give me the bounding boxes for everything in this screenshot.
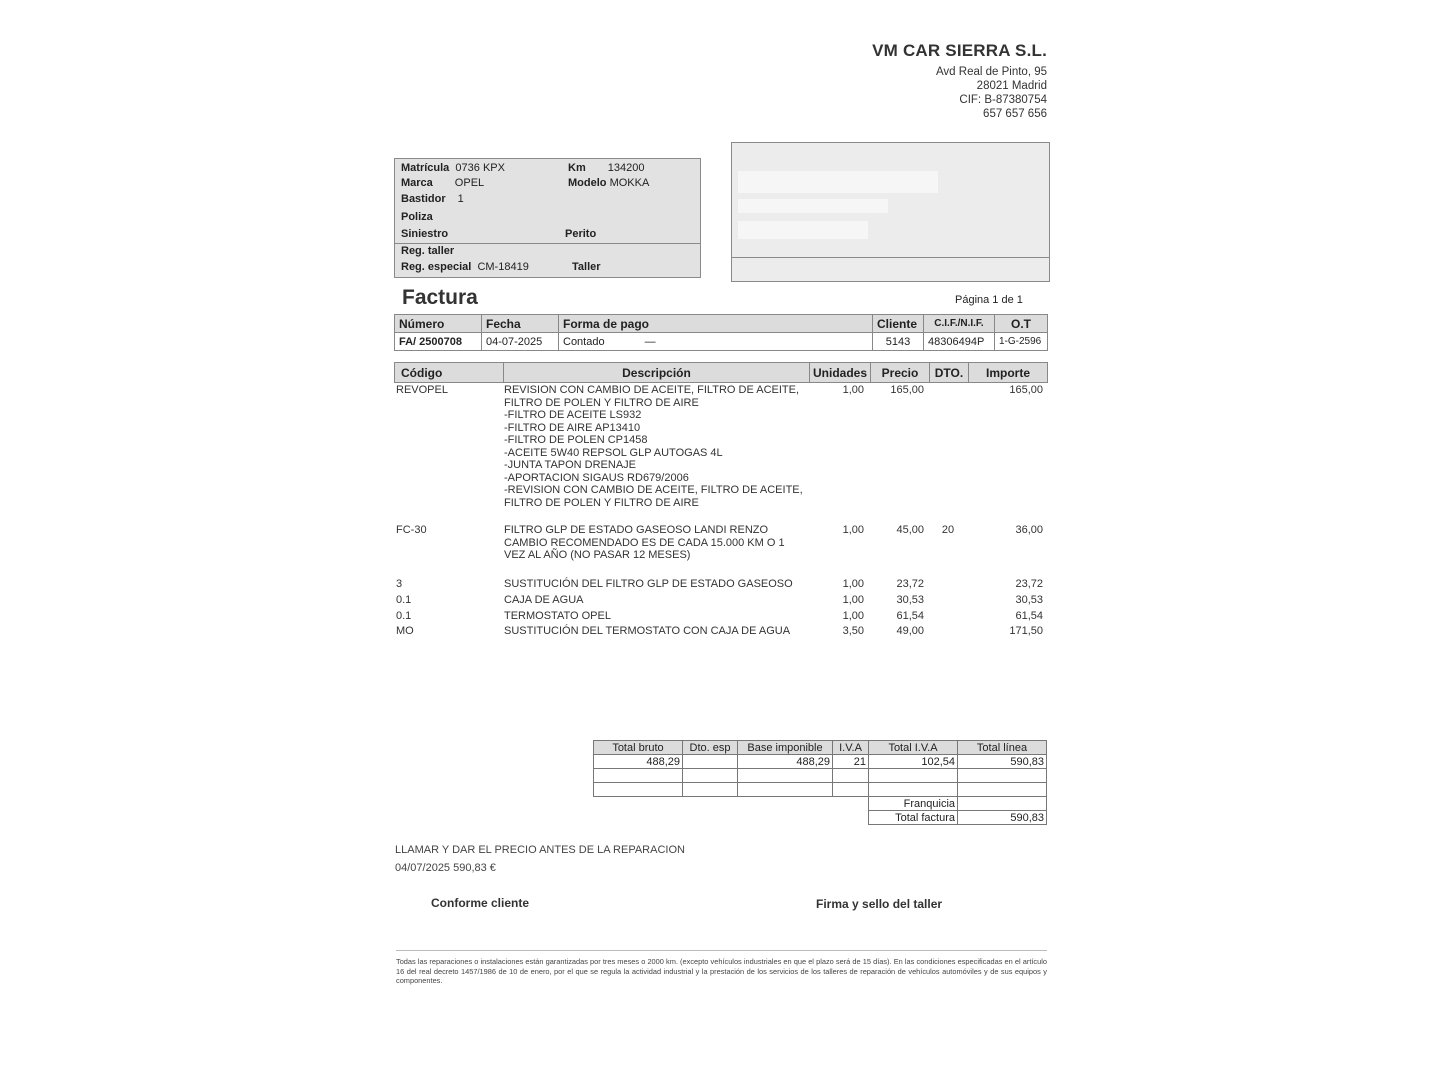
company-block — [872, 41, 1047, 121]
invoice-header-table — [394, 314, 1048, 351]
line-units: 1,00 — [842, 384, 864, 396]
desc-line: -FILTRO DE POLEN CP1458 — [504, 434, 648, 446]
line-description — [504, 578, 804, 591]
line-price: 165,00 — [890, 384, 924, 396]
franquicia-label: Franquicia — [869, 797, 958, 811]
desc-line: -FILTRO DE ACEITE LS932 — [504, 409, 642, 421]
line-units: 1,00 — [842, 594, 864, 606]
forma-pago-extra: — — [644, 335, 656, 348]
col-importe: Importe — [969, 363, 1048, 383]
totals-table — [593, 740, 1047, 825]
client-signature-label: Conforme cliente — [431, 896, 530, 910]
redacted-block — [738, 221, 868, 239]
lines-header — [394, 362, 1048, 383]
desc-line: CAMBIO RECOMENDADO ES DE CADA 15.000 KM O 1 — [504, 536, 785, 549]
poliza-label: Poliza — [401, 211, 433, 223]
line-code: REVOPEL — [396, 384, 448, 396]
desc-line: -REVISION CON CAMBIO DE ACEITE, FILTRO DE ACEITE, — [504, 484, 803, 496]
line-description — [504, 524, 804, 562]
perito-label: Perito — [565, 228, 597, 240]
line-units: 1,00 — [842, 524, 864, 536]
total-linea-label: Total línea — [958, 741, 1047, 755]
marca-label: Marca — [401, 177, 433, 189]
company-city: 28021 Madrid — [976, 80, 1047, 92]
cif-label: C.I.F./N.I.F. — [924, 315, 995, 333]
line-importe: 36,00 — [1015, 524, 1043, 536]
fecha-value: 04-07-2025 — [482, 333, 559, 351]
forma-pago-value: Contado — [563, 335, 605, 348]
col-precio: Precio — [871, 363, 930, 383]
reg-especial-value: CM-18419 — [477, 261, 529, 273]
desc-line: TERMOSTATO OPEL — [504, 610, 611, 622]
modelo-label: Modelo — [568, 177, 607, 189]
desc-line: VEZ AL AÑO (NO PASAR 12 MESES) — [504, 549, 691, 561]
line-importe: 61,54 — [1015, 610, 1043, 622]
total-bruto-label: Total bruto — [594, 741, 683, 755]
marca-value: OPEL — [454, 177, 485, 189]
page-number: Página 1 de 1 — [955, 294, 1023, 306]
col-codigo: Código — [395, 363, 504, 383]
desc-line: -APORTACION SIGAUS RD679/2006 — [504, 471, 689, 484]
ot-value: 1-G-2596 — [995, 333, 1048, 351]
desc-line: CAJA DE AGUA — [504, 594, 584, 606]
document-title: Factura — [402, 286, 478, 309]
matricula-label: Matrícula — [401, 162, 450, 174]
vehicle-divider — [395, 243, 700, 244]
bastidor-value: 1 — [457, 193, 464, 205]
note-call: LLAMAR Y DAR EL PRECIO ANTES DE LA REPARACION — [395, 844, 685, 856]
line-importe: 23,72 — [1015, 578, 1043, 590]
line-importe: 165,00 — [1009, 384, 1043, 396]
note-date-amount: 04/07/2025 590,83 € — [395, 862, 496, 874]
line-price: 61,54 — [896, 610, 924, 622]
total-iva-label: Total I.V.A — [869, 741, 958, 755]
desc-line: -ACEITE 5W40 REPSOL GLP AUTOGAS 4L — [504, 446, 723, 459]
desc-line: -JUNTA TAPON DRENAJE — [504, 459, 637, 471]
redacted-block — [738, 199, 888, 213]
base-imponible-value: 488,29 — [738, 755, 833, 769]
desc-line: REVISION CON CAMBIO DE ACEITE, FILTRO DE ACEITE, — [504, 384, 800, 396]
line-description — [504, 594, 804, 607]
vehicle-box — [394, 158, 701, 278]
total-bruto-value: 488,29 — [594, 755, 683, 769]
client-divider — [732, 257, 1049, 258]
line-description — [504, 384, 804, 509]
cliente-label: Cliente — [873, 315, 924, 333]
desc-line: FILTRO GLP DE ESTADO GASEOSO LANDI RENZO — [504, 524, 769, 536]
iva-value: 21 — [833, 755, 869, 769]
line-units: 1,00 — [842, 578, 864, 590]
line-code: 0.1 — [396, 610, 412, 622]
total-linea-value: 590,83 — [958, 755, 1047, 769]
line-price: 30,53 — [896, 594, 924, 606]
line-description — [504, 610, 804, 623]
dto-esp-label: Dto. esp — [683, 741, 738, 755]
col-dto: DTO. — [930, 363, 969, 383]
cif-value: 48306494P — [924, 333, 995, 351]
reg-taller-label: Reg. taller — [401, 245, 455, 257]
forma-pago-cell — [559, 333, 873, 351]
line-description — [504, 625, 804, 638]
line-price: 23,72 — [896, 578, 924, 590]
bastidor-label: Bastidor — [401, 193, 446, 205]
workshop-signature-label: Firma y sello del taller — [816, 897, 943, 911]
line-units: 1,00 — [842, 610, 864, 622]
desc-line: -FILTRO DE AIRE AP13410 — [504, 421, 641, 434]
desc-line: SUSTITUCIÓN DEL FILTRO GLP DE ESTADO GASEOSO — [504, 578, 793, 590]
legal-footer: Todas las reparaciones o instalaciones están garantizadas por tres meses o 2000 km. (excepto vehículos industriales en que el plazo será de 15 días). En las condiciones especificadas en el artículo 16 del real decreto 1457/1986 de 10 de enero, por el que se regula la actividad industrial y la prestación de los servicios de los talleres de reparación de vehículos automóviles y de sus equipos y componentes. — [396, 950, 1047, 986]
numero-label: Número — [395, 315, 482, 333]
line-code: FC-30 — [396, 524, 427, 536]
taller-label: Taller — [572, 261, 601, 273]
iva-label: I.V.A — [833, 741, 869, 755]
siniestro-label: Siniestro — [401, 228, 449, 240]
line-code: 0.1 — [396, 594, 412, 606]
line-price: 45,00 — [896, 524, 924, 536]
total-factura-value: 590,83 — [958, 811, 1047, 825]
dto-esp-value — [683, 755, 738, 769]
line-importe: 30,53 — [1015, 594, 1043, 606]
forma-pago-label: Forma de pago — [559, 315, 873, 333]
company-phone: 657 657 656 — [983, 108, 1047, 120]
company-address: Avd Real de Pinto, 95 — [935, 66, 1047, 78]
desc-line: FILTRO DE POLEN Y FILTRO DE AIRE — [504, 396, 699, 409]
reg-especial-label: Reg. especial — [401, 261, 472, 273]
numero-value: FA/ 2500708 — [395, 333, 482, 351]
modelo-value: MOKKA — [609, 177, 650, 189]
line-units: 3,50 — [842, 625, 864, 637]
desc-line: SUSTITUCIÓN DEL TERMOSTATO CON CAJA DE AGUA — [504, 625, 791, 637]
desc-line: FILTRO DE POLEN Y FILTRO DE AIRE — [504, 496, 699, 509]
client-address-box — [731, 142, 1050, 282]
km-label: Km — [568, 162, 586, 174]
company-cif: CIF: B-87380754 — [959, 94, 1047, 106]
redacted-block — [738, 171, 938, 193]
base-imponible-label: Base imponible — [738, 741, 833, 755]
franquicia-value — [958, 797, 1047, 811]
col-descripcion: Descripción — [504, 363, 810, 383]
line-dto: 20 — [941, 524, 955, 536]
col-unidades: Unidades — [810, 363, 871, 383]
company-name: VM CAR SIERRA S.L. — [872, 41, 1047, 60]
line-importe: 171,50 — [1009, 625, 1043, 637]
line-price: 49,00 — [896, 625, 924, 637]
ot-label: O.T — [995, 315, 1048, 333]
line-code: MO — [396, 625, 414, 637]
line-code: 3 — [396, 578, 403, 590]
fecha-label: Fecha — [482, 315, 559, 333]
cliente-value: 5143 — [873, 333, 924, 351]
total-factura-label: Total factura — [869, 811, 958, 825]
matricula-value: 0736 KPX — [455, 162, 505, 174]
km-value: 134200 — [607, 162, 645, 174]
total-iva-value: 102,54 — [869, 755, 958, 769]
